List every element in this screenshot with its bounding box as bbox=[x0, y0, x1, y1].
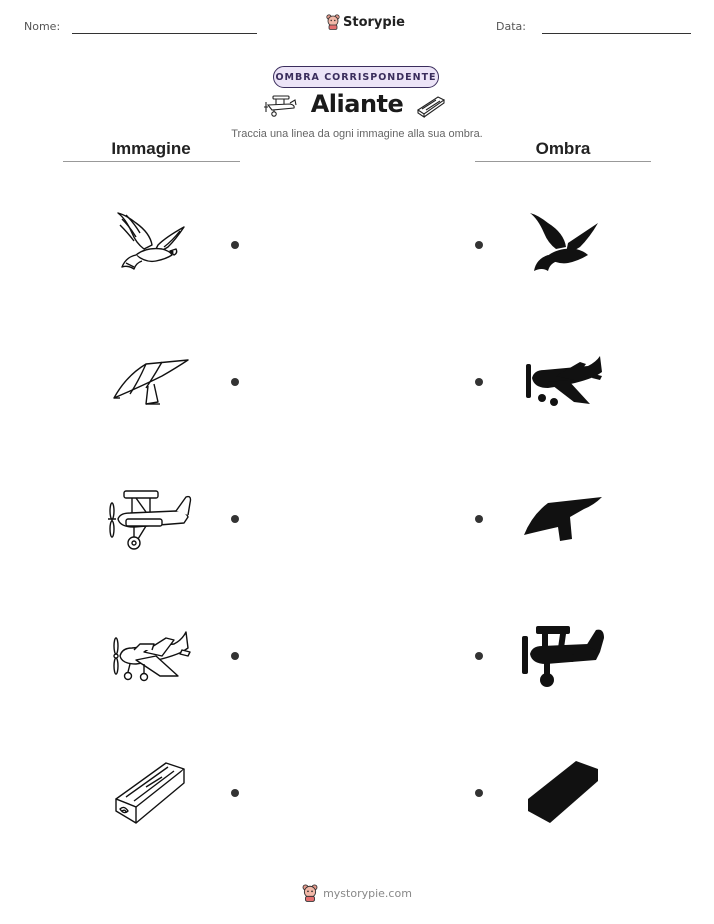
wood-plank-drawing bbox=[106, 753, 196, 833]
wood-plank-icon bbox=[106, 753, 196, 833]
match-dot-left-2[interactable] bbox=[231, 378, 239, 386]
match-dot-right-3[interactable] bbox=[475, 515, 483, 523]
hang-glider-shadow-icon bbox=[518, 479, 608, 559]
match-dot-right-2[interactable] bbox=[475, 378, 483, 386]
hang-glider-icon bbox=[106, 342, 196, 422]
column-underline-shadow bbox=[475, 161, 651, 162]
date-line[interactable] bbox=[542, 33, 691, 34]
date-label: Data: bbox=[496, 20, 526, 33]
propeller-plane-shadow bbox=[518, 342, 608, 422]
hang-glider-shadow bbox=[518, 479, 608, 559]
propeller-plane-drawing bbox=[106, 616, 196, 696]
wood-plank-mini-icon bbox=[416, 94, 446, 118]
hang-glider-drawing bbox=[106, 342, 196, 422]
name-label: Nome: bbox=[24, 20, 61, 33]
eagle-icon bbox=[106, 205, 196, 285]
match-dot-left-4[interactable] bbox=[231, 652, 239, 660]
biplane-shadow-icon bbox=[518, 616, 608, 696]
match-dot-left-5[interactable] bbox=[231, 789, 239, 797]
biplane-shadow bbox=[518, 616, 608, 696]
worksheet-type-badge: OMBRA CORRISPONDENTE bbox=[273, 66, 439, 88]
match-dot-right-4[interactable] bbox=[475, 652, 483, 660]
eagle-shadow-icon bbox=[518, 205, 608, 285]
instructions-text: Traccia una linea da ogni immagine alla sua ombra. bbox=[231, 128, 483, 140]
brand-logo bbox=[326, 14, 405, 30]
match-dot-left-3[interactable] bbox=[231, 515, 239, 523]
match-dot-right-5[interactable] bbox=[475, 789, 483, 797]
bear-mascot-footer-icon bbox=[302, 884, 318, 902]
wood-plank-shadow-icon bbox=[518, 753, 608, 833]
column-heading-shadow: Ombra bbox=[535, 139, 591, 158]
column-heading-image: Immagine bbox=[111, 139, 191, 158]
footer-url[interactable]: mystorypie.com bbox=[323, 886, 412, 900]
wood-plank-shadow bbox=[518, 753, 608, 833]
brand-name: Storypie bbox=[343, 14, 405, 30]
biplane-icon bbox=[106, 479, 196, 559]
propeller-plane-icon bbox=[106, 616, 196, 696]
name-line[interactable] bbox=[72, 33, 257, 34]
footer bbox=[0, 884, 714, 902]
eagle-shadow bbox=[518, 205, 608, 285]
match-dot-right-1[interactable] bbox=[475, 241, 483, 249]
propeller-plane-shadow-icon bbox=[518, 342, 608, 422]
page-title: Aliante bbox=[310, 90, 404, 118]
match-dot-left-1[interactable] bbox=[231, 241, 239, 249]
bear-mascot-icon bbox=[326, 14, 340, 30]
biplane-drawing bbox=[106, 479, 196, 559]
eagle-drawing bbox=[106, 205, 196, 285]
biplane-mini-icon bbox=[264, 93, 298, 119]
column-underline-image bbox=[63, 161, 240, 162]
